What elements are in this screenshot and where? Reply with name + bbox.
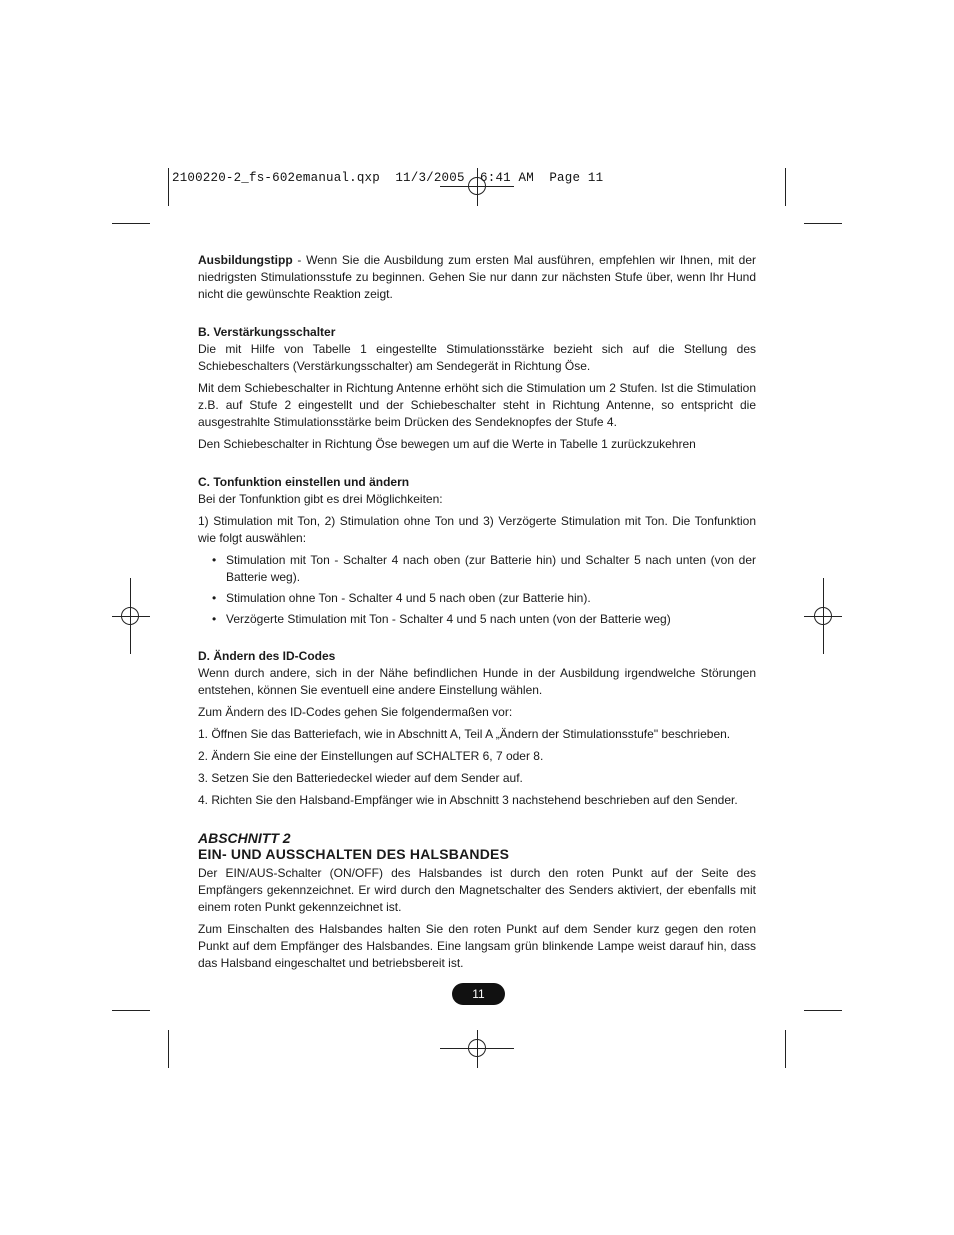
section-d-paragraph: Zum Ändern des ID-Codes gehen Sie folgendermaßen vor:	[198, 705, 513, 719]
section-c-paragraph: Bei der Tonfunktion gibt es drei Möglichkeiten:	[198, 492, 443, 506]
section-b-paragraph: Mit dem Schiebeschalter in Richtung Antenne erhöht sich die Stimulation um 2 Stufen. Ist die Stimulation z.B. auf Stufe 2 eingestellt und der Schiebeschalter steht in Richtung Antenne, so entspricht die ausgestrahlte Stimulationsstärke beim Drücken des Sendeknopfes der Stufe 4.	[198, 381, 756, 429]
list-item: • Verzögerte Stimulation mit Ton - Schalter 4 und 5 nach unten (von der Batterie weg)	[212, 612, 671, 626]
list-item: • Stimulation ohne Ton - Schalter 4 und 5 nach oben (zur Batterie hin).	[212, 591, 591, 605]
section-2-title: EIN- UND AUSSCHALTEN DES HALSBANDES	[198, 846, 510, 862]
section-b-paragraph: Die mit Hilfe von Tabelle 1 eingestellte Stimulationsstärke bezieht sich auf die Stellung des Schiebeschalters (Verstärkungsschalter) am Sendegerät in Richtung Öse.	[198, 342, 756, 373]
crop-mark	[785, 1030, 786, 1068]
section-2-paragraph: Zum Einschalten des Halsbandes halten Sie den roten Punkt auf dem Sender kurz gegen den roten Punkt auf dem Empfänger des Halsbandes. Eine langsam grün blinkende Lampe weist darauf hin, dass das Halsband eingeschaltet und betriebsbereit ist.	[198, 922, 756, 970]
section-c-paragraph: 1) Stimulation mit Ton, 2) Stimulation ohne Ton und 3) Verzögerte Stimulation mit Ton. Die Tonfunktion wie folgt auswählen:	[198, 514, 756, 545]
step-item: 2. Ändern Sie eine der Einstellungen auf SCHALTER 6, 7 oder 8.	[198, 749, 544, 763]
section-c-heading: C. Tonfunktion einstellen und ändern	[198, 475, 410, 489]
section-d-heading: D. Ändern des ID-Codes	[198, 649, 336, 663]
step-item: 3. Setzen Sie den Batteriedeckel wieder auf dem Sender auf.	[198, 771, 523, 785]
section-b-paragraph: Den Schiebeschalter in Richtung Öse bewegen um auf die Werte in Tabelle 1 zurückzukehren	[198, 437, 696, 451]
page-number: 11	[452, 983, 505, 1005]
crop-mark	[804, 1010, 842, 1011]
page-content	[198, 252, 756, 977]
section-2-paragraph: Der EIN/AUS-Schalter (ON/OFF) des Halsbandes ist durch den roten Punkt auf der Seite des Empfängers gekennzeichnet. Er wird durch den Magnetschalter des Senders aktiviert, der ebenfalls mit einem roten Punkt gekennzeichnet ist.	[198, 866, 756, 914]
step-item: 4. Richten Sie den Halsband-Empfänger wie in Abschnitt 3 nachstehend beschrieben auf den Sender.	[198, 793, 738, 807]
section-b-heading: B. Verstärkungsschalter	[198, 325, 336, 339]
crop-mark	[785, 168, 786, 206]
crop-mark	[112, 223, 150, 224]
crop-mark	[804, 223, 842, 224]
list-item: • Stimulation mit Ton - Schalter 4 nach oben (zur Batterie hin) und Schalter 5 nach unten (von der Batterie weg).	[212, 553, 756, 584]
crop-mark	[168, 168, 169, 206]
print-slug: 2100220-2_fs-602emanual.qxp 11/3/2005 6:41 AM Page 11	[172, 171, 604, 185]
training-tip	[198, 252, 756, 303]
training-tip-text: - Wenn Sie die Ausbildung zum ersten Mal ausführen, empfehlen wir Ihnen, mit der niedrigsten Stimulationsstufe zu beginnen. Gehen Sie nur dann zur nächsten Stufe über, wenn Ihr Hund nicht die gewünschte Reaktion zeigt.	[198, 253, 756, 301]
step-item: 1. Öffnen Sie das Batteriefach, wie in Abschnitt A, Teil A „Ändern der Stimulationsstufe" beschrieben.	[198, 727, 731, 741]
crop-mark	[168, 1030, 169, 1068]
crop-mark	[112, 1010, 150, 1011]
training-tip-label: Ausbildungstipp	[198, 253, 293, 267]
section-2-kicker: ABSCHNITT 2	[198, 830, 291, 846]
section-d-paragraph: Wenn durch andere, sich in der Nähe befindlichen Hunde in der Ausbildung irgendwelche Störungen entstehen, können Sie eventuell eine andere Einstellung wählen.	[198, 666, 756, 697]
